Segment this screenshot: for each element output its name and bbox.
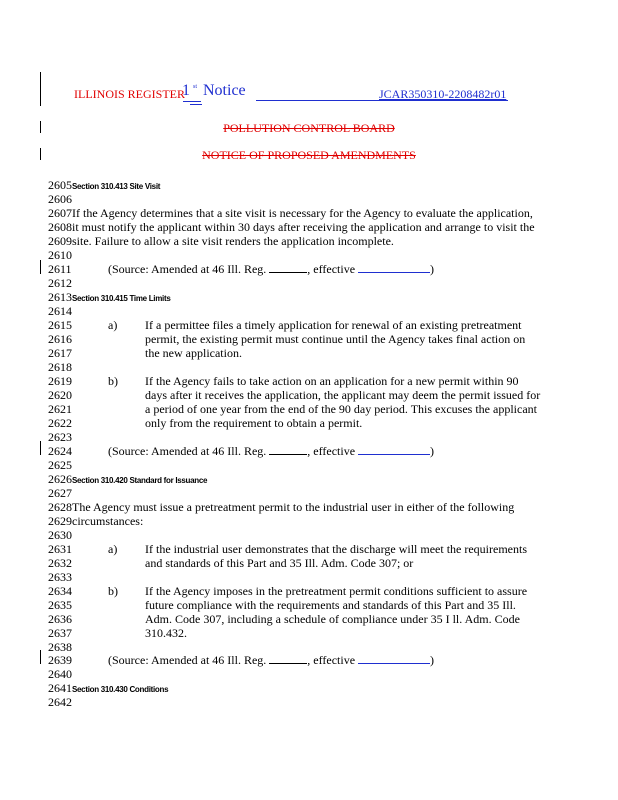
line-2637: 2637 — [48, 626, 72, 640]
item-label: b) — [108, 584, 118, 598]
item-text: If the industrial user demonstrates that the discharge will meet the requirements — [145, 542, 527, 556]
line-2638: 2638 — [48, 640, 72, 654]
effective-blank — [358, 454, 430, 455]
line-2629: 2629circumstances: — [48, 514, 144, 528]
item-text: permit, the existing permit must continue until the Agency takes final action on — [145, 332, 526, 346]
effective-blank — [358, 272, 430, 273]
item-label: a) — [108, 318, 118, 332]
line-2617: 2617 — [48, 346, 72, 360]
line-2619: 2619 — [48, 374, 72, 388]
line-2639: 2639 — [48, 653, 72, 667]
double-underline — [183, 101, 201, 102]
item-text: If the Agency imposes in the pretreatment permit conditions sufficient to assure — [145, 584, 528, 598]
item-label: a) — [108, 542, 118, 556]
line-2620: 2620 — [48, 388, 72, 402]
line-2613: 2613Section 310.415 Time Limits — [48, 290, 171, 304]
line-2610: 2610 — [48, 248, 72, 262]
item-text: If a permittee files a timely application for renewal of an existing pretreatment — [145, 318, 522, 332]
line-2612: 2612 — [48, 276, 72, 290]
line-2628: 2628The Agency must issue a pretreatment permit to the industrial user in either of the following — [48, 500, 515, 514]
item-text: only from the requirement to obtain a permit. — [145, 416, 363, 430]
line-2642: 2642 — [48, 695, 72, 709]
line-2640: 2640 — [48, 667, 72, 681]
line-2630: 2630 — [48, 528, 72, 542]
section-heading: Section 310.413 Site Visit — [72, 182, 161, 191]
line-2627: 2627 — [48, 486, 72, 500]
line-2611: 2611 — [48, 262, 72, 276]
section-heading: Section 310.430 Conditions — [72, 685, 169, 694]
item-text: future compliance with the requirements and standards of this Part and 35 Ill. — [145, 598, 516, 612]
line-2605: 2605Section 310.413 Site Visit — [48, 178, 161, 192]
line-2641: 2641Section 310.430 Conditions — [48, 681, 169, 695]
line-2614: 2614 — [48, 304, 72, 318]
line-2616: 2616 — [48, 332, 72, 346]
item-text: 310.432. — [145, 626, 187, 640]
item-label: b) — [108, 374, 118, 388]
line-2631: 2631 — [48, 542, 72, 556]
page-number: 1 — [182, 82, 190, 99]
section-heading: Section 310.415 Time Limits — [72, 294, 171, 303]
item-text: the new application. — [145, 346, 242, 360]
register-title: ILLINOIS REGISTER — [74, 87, 185, 101]
line-2608: 2608it must notify the applicant within 30 days after receiving the application and arrange to visit the — [48, 220, 535, 234]
line-2632: 2632 — [48, 556, 72, 570]
source-note: (Source: Amended at 46 Ill. Reg. , effective ) — [108, 653, 435, 667]
line-2633: 2633 — [48, 570, 72, 584]
item-text: a period of one year from the end of the 90 day period. This excuses the applicant — [145, 402, 537, 416]
line-2621: 2621 — [48, 402, 72, 416]
change-bar — [40, 260, 41, 274]
line-2622: 2622 — [48, 416, 72, 430]
notice-label: Notice — [203, 82, 246, 99]
page-number-suffix: st — [193, 84, 198, 90]
document-code: JCAR350310-2208482r01 — [379, 87, 507, 101]
reg-blank — [269, 272, 307, 273]
reg-blank — [269, 663, 307, 664]
double-underline — [190, 104, 202, 105]
notice-title: NOTICE OF PROPOSED AMENDMENTS — [202, 148, 416, 162]
item-text: If the Agency fails to take action on an application for a new permit within 90 — [145, 374, 519, 388]
item-text: Adm. Code 307, including a schedule of compliance under 35 I ll. Adm. Code — [145, 612, 520, 626]
item-text: and standards of this Part and 35 Ill. Adm. Code 307; or — [145, 556, 414, 570]
effective-blank — [358, 663, 430, 664]
line-2634: 2634 — [48, 584, 72, 598]
line-2615: 2615 — [48, 318, 72, 332]
line-2626: 2626Section 310.420 Standard for Issuance — [48, 472, 208, 486]
line-2623: 2623 — [48, 430, 72, 444]
reg-blank — [269, 454, 307, 455]
item-text: days after it receives the application, the applicant may deem the permit issued for — [145, 388, 541, 402]
line-2624: 2624 — [48, 444, 72, 458]
line-2635: 2635 — [48, 598, 72, 612]
change-bar — [40, 441, 41, 455]
board-name: POLLUTION CONTROL BOARD — [223, 121, 395, 135]
change-bar — [40, 650, 41, 664]
line-2636: 2636 — [48, 612, 72, 626]
line-2618: 2618 — [48, 360, 72, 374]
line-2625: 2625 — [48, 458, 72, 472]
line-2607: 2607If the Agency determines that a site visit is necessary for the Agency to evaluate the application, — [48, 206, 533, 220]
line-2606: 2606 — [48, 192, 72, 206]
section-heading: Section 310.420 Standard for Issuance — [72, 476, 208, 485]
source-note: (Source: Amended at 46 Ill. Reg. , effective ) — [108, 262, 435, 276]
page-header — [0, 82, 618, 106]
line-2609: 2609site. Failure to allow a site visit renders the application incomplete. — [48, 234, 394, 248]
source-note: (Source: Amended at 46 Ill. Reg. , effective ) — [108, 444, 435, 458]
